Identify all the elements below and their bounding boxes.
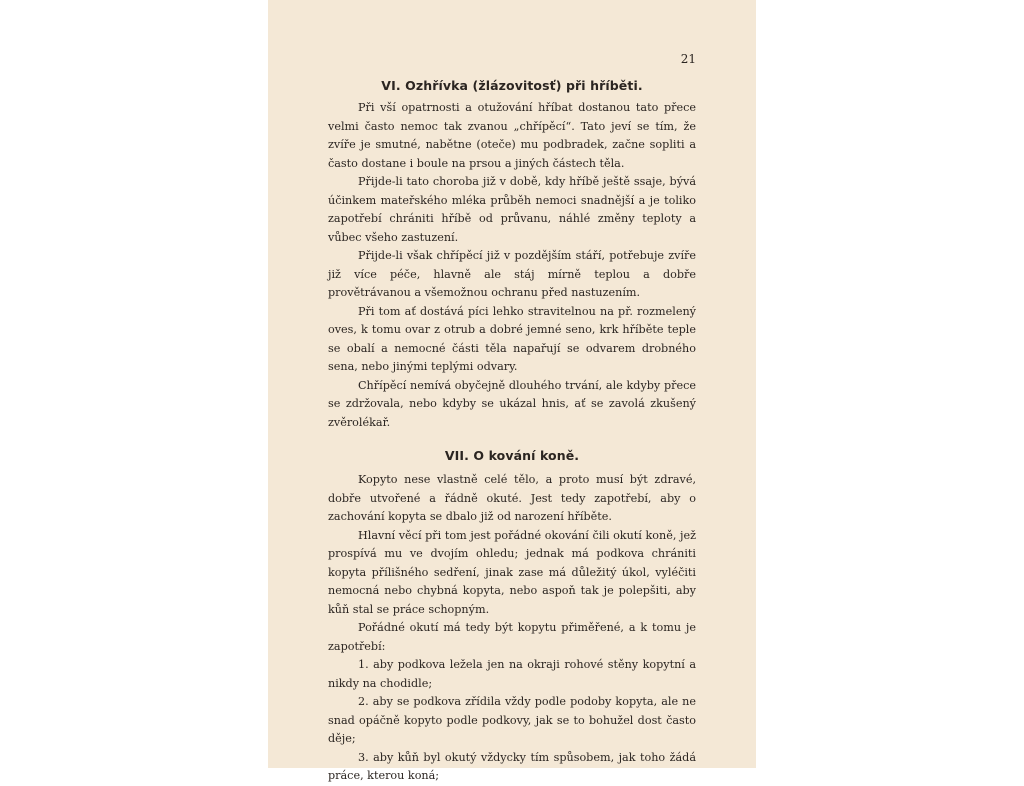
paragraph: Pořádné okutí má tedy být kopytu přiměřené, a k tomu je zapotřebí:	[328, 621, 696, 653]
page-number: 21	[680, 52, 696, 66]
page-content	[328, 78, 696, 786]
section-vii	[328, 448, 696, 786]
list-item: 1. aby podkova ležela jen na okraji rohové stěny kopytní a nikdy na chodidle;	[328, 658, 696, 690]
section-heading: VII. O kování koně.	[444, 448, 580, 463]
section-vi	[328, 78, 696, 432]
paragraph: Kopyto nese vlastně celé tělo, a proto musí být zdravé, dobře utvořené a řádně okuté. Jest tedy zapotřebí, aby o zachování kopyta se dbalo již od narození hříběte.	[328, 473, 696, 523]
paragraph: Při tom ať dostává píci lehko stravitelnou na př. rozmelený oves, k tomu ovar z otrub a dobré jemné seno, krk hříběte teple se obalí a nemocné části těla napařují se odvarem drobného sena, nebo jinými teplými odvary.	[328, 304, 696, 373]
paragraph: Hlavní věcí při tom jest pořádné okování čili okutí koně, jež prospívá mu ve dvojím ohledu; jednak má podkova chrániti kopyta přílišného sedření, jinak zase má důležitý úkol, vyléčiti nemocná nebo chybná kopyta, nebo aspoň tak je polepšiti, aby kůň stal se práce schopným.	[328, 528, 696, 616]
paragraph: Přijde-li tato choroba již v době, kdy hříbě ještě ssaje, bývá účinkem mateřského mléka průběh nemoci snadnější a je toliko zapotřebí chrániti hříbě od průvanu, náhlé změny teploty a vůbec všeho zastuzení.	[328, 175, 696, 244]
paragraph: Přijde-li však chřípěcí již v pozdějším stáří, potřebuje zvíře již více péče, hlavně ale stáj mírně teplou a dobře provětrávanou a všemožnou ochranu před nastuzením.	[328, 249, 696, 299]
list-item: 3. aby kůň byl okutý vždycky tím spůsobem, jak toho žádá práce, kterou koná;	[328, 750, 696, 782]
paragraph: Při vší opatrnosti a otužování hříbat dostanou tato přece velmi často nemoc tak zvanou „chřípěcí“. Tato jeví se tím, že zvíře je smutné, nabětne (oteče) mu podbradek, začne sopliti a často dostane i boule na prsou a jiných částech těla.	[328, 101, 696, 170]
scanned-page	[268, 0, 756, 782]
paragraph: Chřípěcí nemívá obyčejně dlouhého trvání, ale kdyby přece se zdržovala, nebo kdyby se ukázal hnis, ať se zavolá zkušený zvěrolékař.	[328, 378, 696, 429]
section-heading: VI. Ozhřívka (žlázovitosť) při hříběti.	[381, 78, 643, 93]
list-item: 2. aby se podkova zřídila vždy podle podoby kopyta, ale ne snad opáčně kopyto podle podkovy, jak se to bohužel dost často děje;	[328, 695, 696, 745]
